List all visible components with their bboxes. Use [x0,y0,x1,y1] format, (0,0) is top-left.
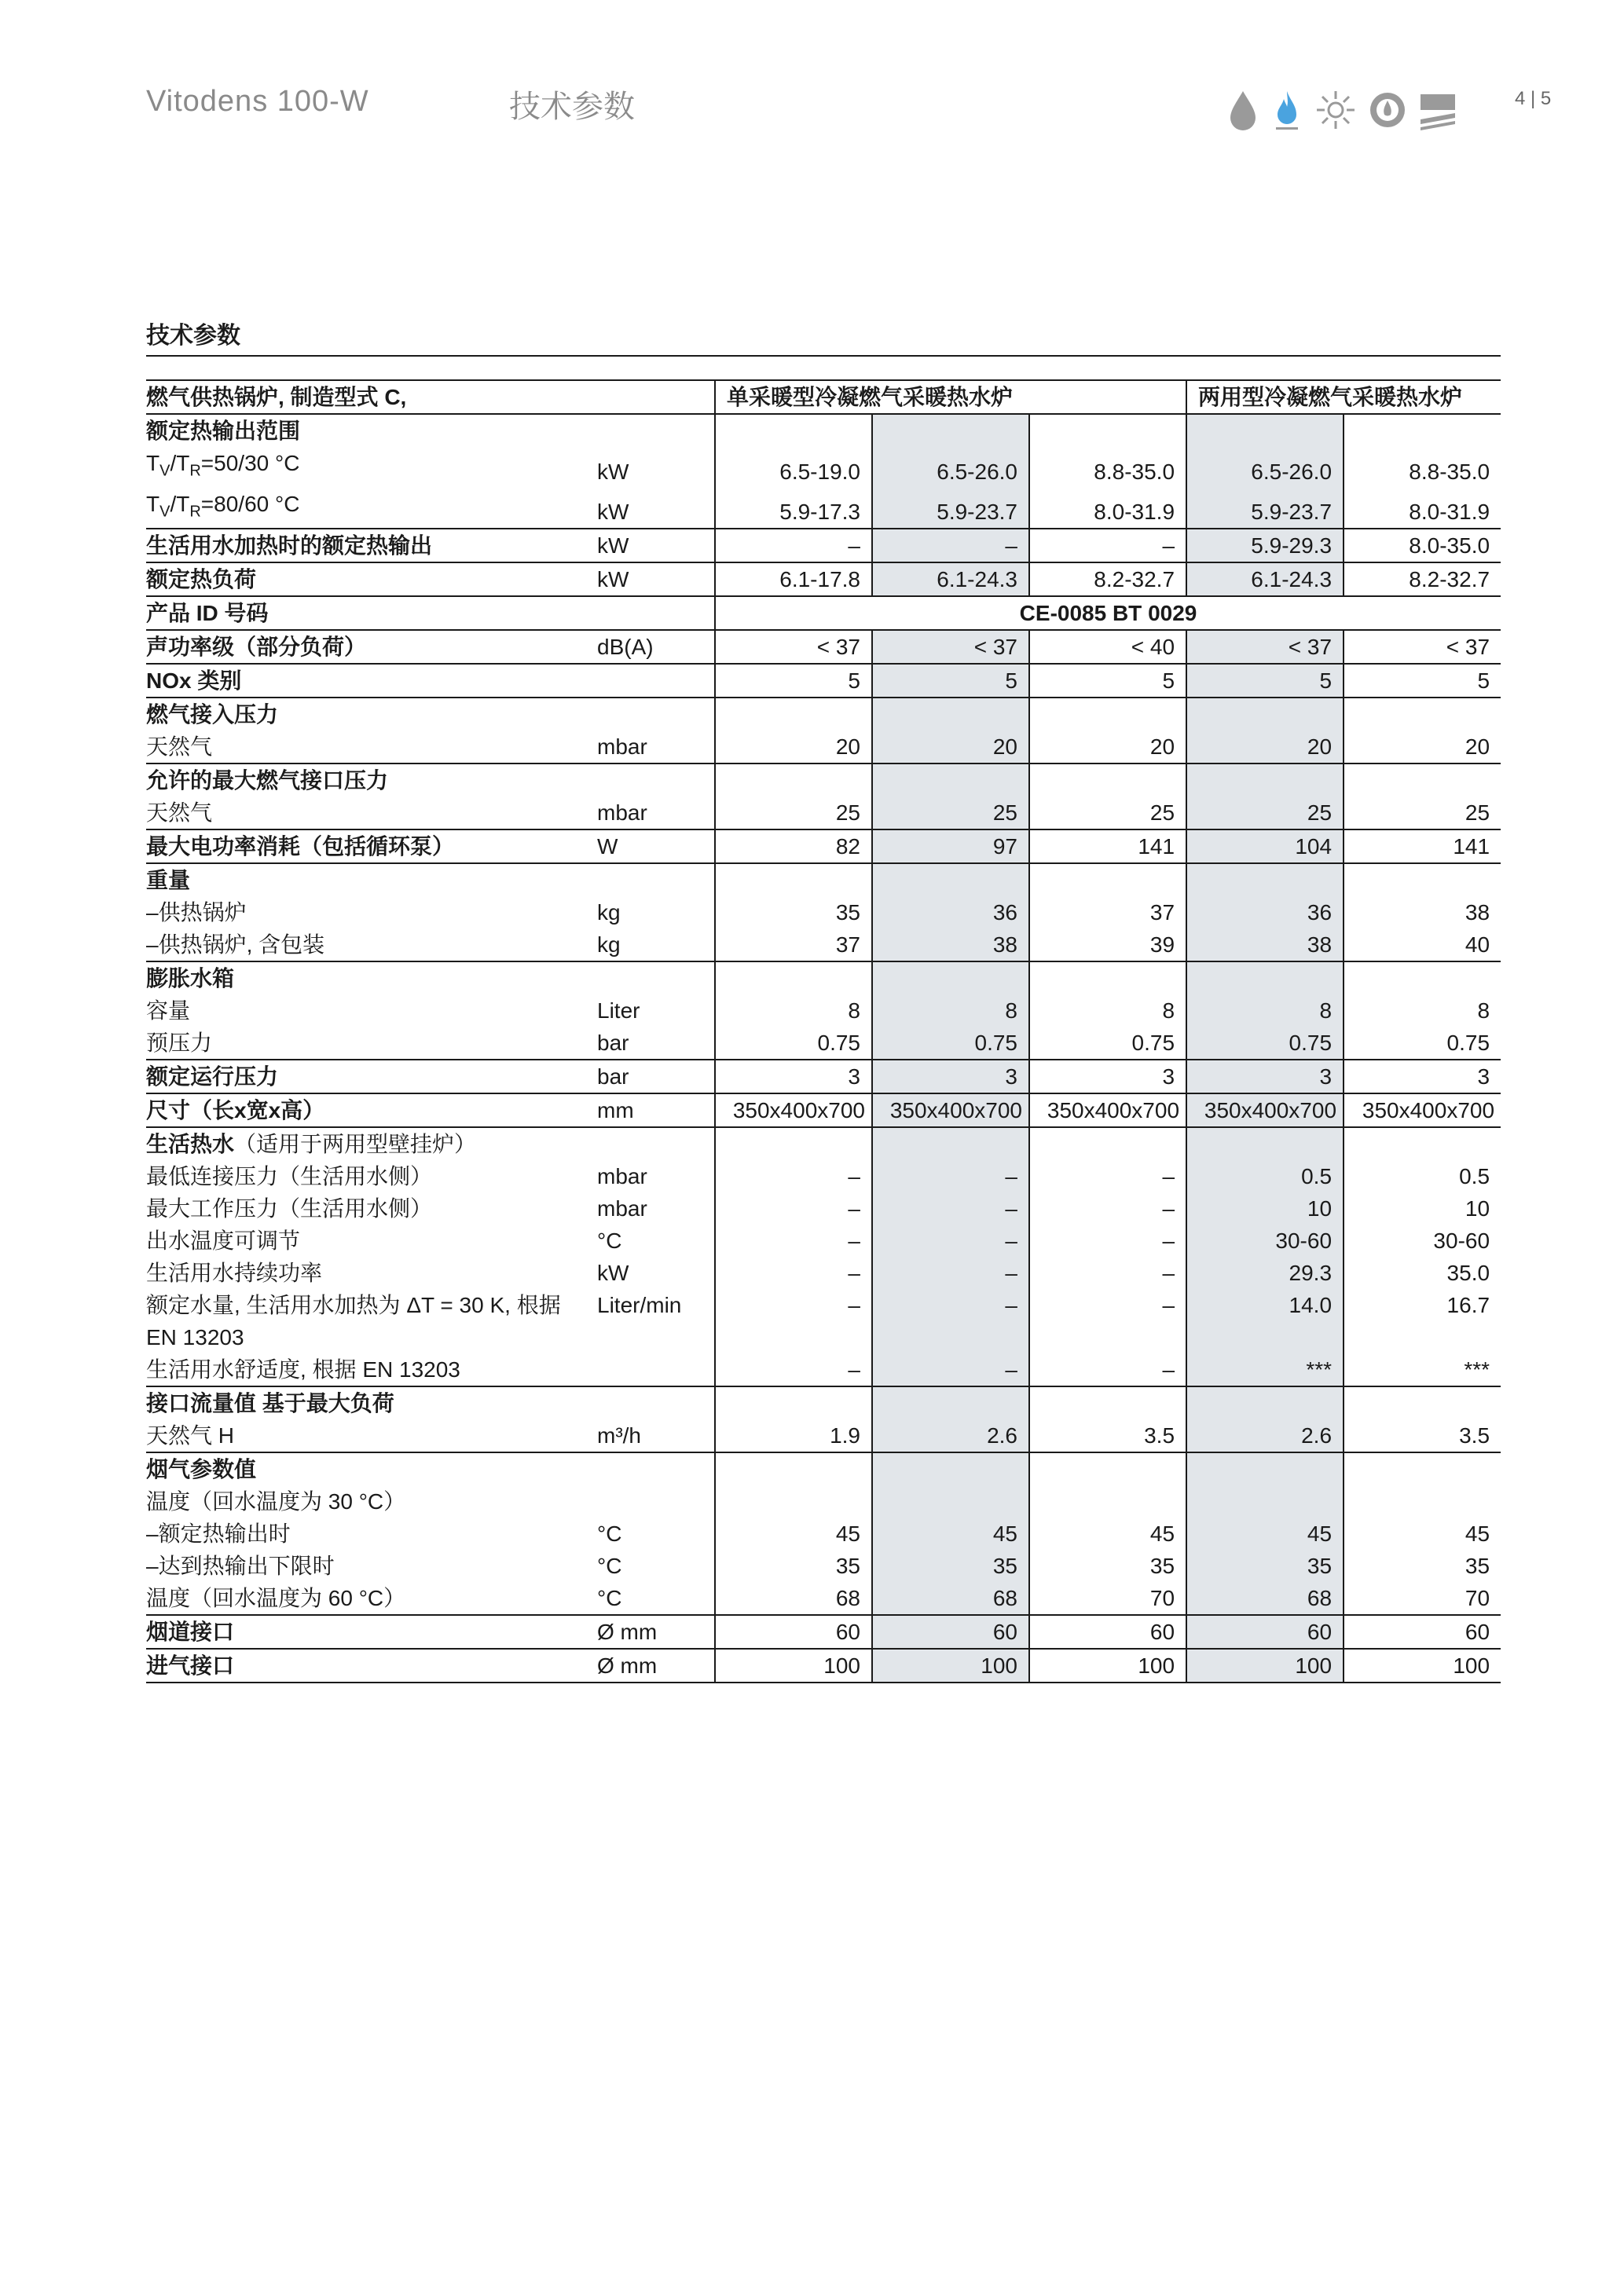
row-unit: Ø mm [597,1620,658,1645]
cell-value: 60 [1029,1615,1186,1649]
cell-value: 29.3 [1186,1257,1344,1289]
cell-value: – [715,529,872,562]
table-row [146,961,1501,994]
cell-value: 100 [1186,1649,1344,1683]
cell-value: 68 [872,1582,1029,1615]
cell-value: 5 [1344,664,1501,698]
cell-value: – [872,1257,1029,1289]
cell-value: 25 [1344,796,1501,829]
cell-value: 5.9-29.3 [1186,529,1344,562]
row-group-expansion [146,961,1501,1060]
row-unit: m³/h [597,1423,641,1448]
row-label: 声功率级（部分负荷） [146,635,367,660]
cell-value: 6.1-17.8 [715,562,872,596]
row-label: 生活用水加热时的额定热输出 [146,533,433,558]
cell-value: 35 [872,1550,1029,1582]
cell-value: 8 [1186,994,1344,1027]
cell-value: 45 [715,1518,872,1550]
cell-value: 20 [872,731,1029,764]
cell-value: 100 [1344,1649,1501,1683]
cell-value: 8 [1029,994,1186,1027]
row-unit: kg [597,932,621,958]
cell-value: 8.8-35.0 [1029,447,1186,488]
row-unit: dB(A) [597,635,654,660]
row-label: $T_V/T_R=80/60$ °C [146,491,300,521]
cell-value: 25 [872,796,1029,829]
table-row [146,1649,1501,1683]
cell-value: 38 [872,928,1029,961]
cell-value: 3.5 [1344,1419,1501,1452]
table-row [146,1225,1501,1257]
row-label: 燃气接入压力 [146,702,279,727]
cell-value: 104 [1186,829,1344,863]
cell-value: 38 [1186,928,1344,961]
row-group-output [146,414,1501,529]
table-row [146,488,1501,529]
cell-value: 3 [1186,1060,1344,1093]
cell-value: 5.9-23.7 [1186,488,1344,529]
cell-value: 68 [1186,1582,1344,1615]
row-group-sound [146,630,1501,664]
cell-value: 8.8-35.0 [1344,447,1501,488]
cell-value: 5 [715,664,872,698]
cell-value: – [872,1289,1029,1321]
row-label: 膨胀水箱 [146,966,235,991]
row-label: 生活用水舒适度, 根据 EN 13203 [146,1357,460,1382]
row-unit: °C [597,1522,622,1547]
table-row [146,380,1501,414]
cell-value: < 37 [872,630,1029,664]
cell-value: 8 [872,994,1029,1027]
row-label: 接口流量值 基于最大负荷 [146,1391,394,1416]
cell-value: 37 [715,928,872,961]
cell-value: < 40 [1029,630,1186,664]
table-row [146,596,1501,630]
table-row [146,1550,1501,1582]
cell-value: 100 [872,1649,1029,1683]
sun-icon [1314,88,1358,132]
cell-value: – [1029,1257,1186,1289]
row-group-air-inlet [146,1649,1501,1683]
cell-value: 20 [715,731,872,764]
cell-value: 68 [715,1582,872,1615]
row-label: 天然气 [146,800,213,826]
cell-value: 8.0-31.9 [1344,488,1501,529]
cell-value: – [872,1192,1029,1225]
cell-value: 35 [1186,1550,1344,1582]
row-label: $T_V/T_R=50/30$ °C [146,451,300,480]
row-label: –供热锅炉, 含包装 [146,932,325,958]
row-unit: kW [597,567,629,592]
cell-value: 20 [1344,731,1501,764]
row-label: 额定热输出范围 [146,419,301,443]
row-group-dhw [146,1127,1501,1386]
row-unit: W [597,834,618,859]
table-row [146,1485,1501,1518]
row-label: 预压力 [146,1031,213,1056]
row-unit: kW [597,500,629,525]
cell-value: 5.9-23.7 [872,488,1029,529]
row-group-load [146,562,1501,596]
cell-value: – [715,1160,872,1192]
cell-value: 36 [1186,896,1344,928]
cell-value: 30-60 [1344,1225,1501,1257]
table-row [146,896,1501,928]
row-label: 生活热水（适用于两用型壁挂炉） [146,1132,477,1157]
table-row [146,664,1501,698]
cell-value: 25 [1029,796,1186,829]
row-group-nox [146,664,1501,698]
table-row [146,1289,1501,1321]
row-group-operating-pressure [146,1060,1501,1093]
table-row [146,1582,1501,1615]
row-label: 额定水量, 生活用水加热为 ΔT = 30 K, 根据 [146,1293,561,1318]
cell-value: 97 [872,829,1029,863]
row-unit: bar [597,1031,629,1056]
cell-value: 8.0-35.0 [1344,529,1501,562]
heat-pump-icon [1417,88,1458,132]
cell-value: 141 [1029,829,1186,863]
cell-value: 1.9 [715,1419,872,1452]
cell-value: 35 [1344,1550,1501,1582]
cell-value: 350x400x700 [715,1093,872,1127]
cell-value: 0.5 [1344,1160,1501,1192]
cell-value: 350x400x700 [872,1093,1029,1127]
table-row [146,1386,1501,1419]
row-label: 最低连接压力（生活用水侧） [146,1164,433,1189]
cell-value: 0.75 [1186,1027,1344,1060]
table-row [146,1452,1501,1485]
spec-table [146,379,1501,1683]
row-unit: mbar [597,1196,647,1221]
table-row [146,1093,1501,1127]
row-unit: mbar [597,800,647,826]
cell-value: 2.6 [872,1419,1029,1452]
cell-value: – [715,1225,872,1257]
row-group-connection-flow [146,1386,1501,1452]
cell-value: 45 [872,1518,1029,1550]
cell-value: < 37 [715,630,872,664]
cell-value: 3 [1344,1060,1501,1093]
table-row [146,731,1501,764]
cell-value: 6.1-24.3 [872,562,1029,596]
row-label: 生活用水持续功率 [146,1261,323,1286]
cell-value: < 37 [1344,630,1501,664]
row-group-product-id [146,596,1501,630]
row-label: 温度（回水温度为 60 °C） [146,1586,406,1611]
cell-value: 0.75 [1344,1027,1501,1060]
cell-value: 350x400x700 [1029,1093,1186,1127]
cell-value: 40 [1344,928,1501,961]
section-divider [146,355,1501,357]
cell-value: – [1029,1289,1186,1321]
cell-value: 6.5-26.0 [872,447,1029,488]
table-row [146,1518,1501,1550]
row-label: –额定热输出时 [146,1522,291,1547]
table-row [146,863,1501,896]
cell-value: 0.75 [715,1027,872,1060]
row-unit: kg [597,900,621,925]
row-group-gas-inlet [146,698,1501,764]
table-row [146,1192,1501,1225]
row-label: 额定热负荷 [146,567,257,592]
table-row [146,1160,1501,1192]
row-label: 重量 [146,868,191,893]
cell-value: 141 [1344,829,1501,863]
row-label: 进气接口 [146,1653,235,1679]
cell-value: 70 [1344,1582,1501,1615]
page-heading: 技术参数 [509,90,635,124]
row-label: 天然气 [146,734,213,760]
table-row [146,994,1501,1027]
cell-value: *** [1186,1353,1344,1386]
cell-value: 8.2-32.7 [1344,562,1501,596]
row-label: 尺寸（长x宽x高） [146,1098,325,1123]
energy-icons [1226,88,1458,132]
cell-value: 350x400x700 [1186,1093,1344,1127]
row-group-flue [146,1452,1501,1615]
row-label: EN 13203 [146,1325,244,1350]
row-unit: Liter/min [597,1293,682,1318]
row-unit: kW [597,1261,629,1286]
cell-value: 60 [872,1615,1029,1649]
cell-value: 6.1-24.3 [1186,562,1344,596]
table-row [146,630,1501,664]
row-label: –供热锅炉 [146,900,247,925]
table-row [146,796,1501,829]
cell-value: 3 [715,1060,872,1093]
cell-value: 38 [1344,896,1501,928]
cell-value: – [1029,1192,1186,1225]
row-unit: Liter [597,998,640,1023]
cell-value: – [1029,1160,1186,1192]
row-unit: mbar [597,1164,647,1189]
row-label: 烟气参数值 [146,1457,257,1482]
cell-value: 35.0 [1344,1257,1501,1289]
cell-value: 3 [1029,1060,1186,1093]
cell-value: 0.75 [1029,1027,1186,1060]
gas-flame-icon [1270,88,1304,132]
cell-value: *** [1344,1353,1501,1386]
row-label: 烟道接口 [146,1620,235,1645]
cell-value: 0.75 [872,1027,1029,1060]
row-label: 温度（回水温度为 30 °C） [146,1489,406,1514]
table-row [146,829,1501,863]
table-row [146,414,1501,447]
cell-value: 0.5 [1186,1160,1344,1192]
cell-value: – [1029,1225,1186,1257]
wood-pellet-icon [1367,88,1408,132]
row-group-flue-connection [146,1615,1501,1649]
cell-value: 37 [1029,896,1186,928]
row-group-gas-max [146,764,1501,829]
cell-value: 60 [715,1615,872,1649]
cell-value: – [872,1160,1029,1192]
row-unit: mbar [597,734,647,760]
row-label: 最大电功率消耗（包括循环泵） [146,834,455,859]
cell-value: 3.5 [1029,1419,1186,1452]
cell-value: 70 [1029,1582,1186,1615]
cell-value: 6.5-26.0 [1186,447,1344,488]
cell-value: – [872,529,1029,562]
row-unit: kW [597,459,629,484]
section-title: 技术参数 [146,323,240,349]
cell-value: 8 [715,994,872,1027]
row-group-power [146,829,1501,863]
row-unit: bar [597,1064,629,1089]
row-label: 容量 [146,998,191,1023]
product-name: Vitodens 100-W [146,85,369,118]
table-row [146,529,1501,562]
row-unit: °C [597,1586,622,1611]
cell-value: 16.7 [1344,1289,1501,1321]
cell-value: 8 [1344,994,1501,1027]
product-id-value: CE-0085 BT 0029 [715,596,1501,630]
cell-value: – [715,1192,872,1225]
cell-value: 3 [872,1060,1029,1093]
cell-value: 5 [1186,664,1344,698]
cell-value: 25 [715,796,872,829]
table-row [146,928,1501,961]
cell-value: 8.2-32.7 [1029,562,1186,596]
table-row [146,1027,1501,1060]
table-row [146,1060,1501,1093]
table-row [146,1127,1501,1160]
page-number: 4 | 5 [1515,88,1552,109]
row-label: 产品 ID 号码 [146,601,269,626]
table-row [146,562,1501,596]
row-label: 燃气供热锅炉, 制造型式 C, [146,385,407,409]
cell-value: 25 [1186,796,1344,829]
cell-value: 35 [1029,1550,1186,1582]
cell-value: 20 [1186,731,1344,764]
row-unit: °C [597,1229,622,1254]
row-label: 出水温度可调节 [146,1229,301,1254]
cell-value: – [715,1353,872,1386]
cell-value: 45 [1186,1518,1344,1550]
cell-value: 14.0 [1186,1289,1344,1321]
cell-value: – [1029,529,1186,562]
table-row [146,1353,1501,1386]
column-group-single-heating: 单采暖型冷凝燃气采暖热水炉 [715,380,1186,414]
table-row [146,1419,1501,1452]
row-label: 最大工作压力（生活用水侧） [146,1196,433,1221]
table-header [146,380,1501,414]
cell-value: 10 [1344,1192,1501,1225]
cell-value: 6.5-19.0 [715,447,872,488]
cell-value: 5 [1029,664,1186,698]
row-label: NOx 类别 [146,668,242,694]
cell-value: – [872,1225,1029,1257]
cell-value: 82 [715,829,872,863]
row-unit: mm [597,1098,634,1123]
cell-value: 100 [1029,1649,1186,1683]
row-unit: °C [597,1554,622,1579]
cell-value: 10 [1186,1192,1344,1225]
cell-value: 45 [1344,1518,1501,1550]
table-row [146,1257,1501,1289]
table-row [146,764,1501,796]
cell-value: – [1029,1353,1186,1386]
cell-value: 20 [1029,731,1186,764]
table-row [146,1321,1501,1353]
cell-value: 350x400x700 [1344,1093,1501,1127]
row-group-weight [146,863,1501,961]
cell-value: 35 [715,896,872,928]
cell-value: 35 [715,1550,872,1582]
row-label: 允许的最大燃气接口压力 [146,768,389,793]
cell-value: 60 [1344,1615,1501,1649]
cell-value: 8.0-31.9 [1029,488,1186,529]
row-unit: kW [597,533,629,558]
cell-value: 30-60 [1186,1225,1344,1257]
row-label: 额定运行压力 [146,1064,279,1089]
row-label: –达到热输出下限时 [146,1554,335,1579]
cell-value: – [715,1257,872,1289]
cell-value: 45 [1029,1518,1186,1550]
cell-value: 2.6 [1186,1419,1344,1452]
cell-value: 36 [872,896,1029,928]
table-row [146,1615,1501,1649]
cell-value: 60 [1186,1615,1344,1649]
row-unit: Ø mm [597,1653,658,1679]
row-label: 天然气 H [146,1423,235,1448]
water-drop-icon [1226,88,1260,132]
cell-value: 5 [872,664,1029,698]
cell-value: 100 [715,1649,872,1683]
row-group-dimensions [146,1093,1501,1127]
cell-value: 5.9-17.3 [715,488,872,529]
row-group-dhw-output [146,529,1501,562]
column-group-combi: 两用型冷凝燃气采暖热水炉 [1186,380,1501,414]
cell-value: 39 [1029,928,1186,961]
table-row [146,698,1501,731]
cell-value: < 37 [1186,630,1344,664]
cell-value: – [872,1353,1029,1386]
cell-value: – [715,1289,872,1321]
table-row [146,447,1501,488]
